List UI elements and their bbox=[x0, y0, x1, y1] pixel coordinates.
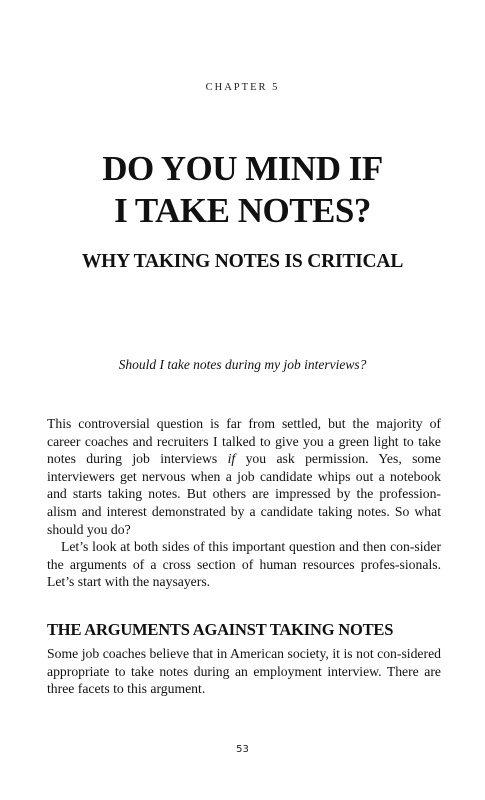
chapter-title bbox=[0, 148, 485, 232]
intro-paragraph-2: Let’s look at both sides of this important question and then con-sider the arguments of a cross section of human resources profes-sionals. Let’s start with the naysayers. bbox=[47, 539, 441, 590]
intro-paragraph-1-end: you ask permission. Yes, some interviewers get nervous when a job candidate whips out a notebook and starts taking notes. But others are impressed by the profession-alism and interest demonstrated by a candidate taking notes. So what should you do? bbox=[47, 451, 441, 537]
intro-paragraph-1-start: This controversial question is far from settled, but the majority of career coaches and recruiters I talked to give you a green light to take notes during job interviews bbox=[47, 416, 441, 467]
intro-paragraph-1 bbox=[47, 415, 441, 538]
section-paragraph-1: Some job coaches believe that in American society, it is not con-sidered appropriate to take notes during an employment interview. There are three facets to this argument. bbox=[47, 646, 441, 697]
page-number: 53 bbox=[236, 744, 249, 755]
chapter-subtitle: WHY TAKING NOTES IS CRITICAL bbox=[81, 251, 404, 272]
chapter-label: CHAPTER 5 bbox=[205, 82, 280, 93]
chapter-title-line-2: I TAKE NOTES? bbox=[114, 191, 371, 230]
chapter-title-line-1: DO YOU MIND IF bbox=[102, 149, 383, 188]
section-heading: THE ARGUMENTS AGAINST TAKING NOTES bbox=[47, 620, 394, 639]
section-text bbox=[47, 645, 441, 698]
epigraph-question: Should I take notes during my job interviews? bbox=[118, 357, 367, 372]
emphasis-if: if bbox=[227, 451, 236, 467]
intro-text bbox=[47, 415, 441, 591]
